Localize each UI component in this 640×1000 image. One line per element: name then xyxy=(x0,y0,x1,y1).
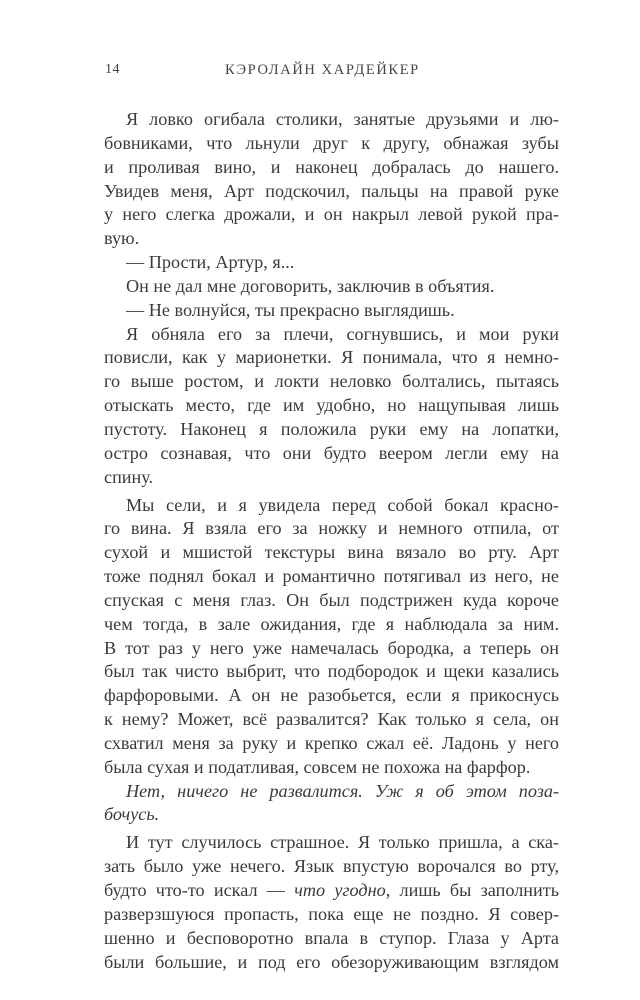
text-line: тоже поднял бокал и романтично потягивал из него, не xyxy=(104,566,559,587)
text-line: — Не волнуйся, ты прекрасно выглядишь. xyxy=(126,299,455,320)
text-line-mixed xyxy=(104,879,559,903)
text-line: Увидев меня, Арт подскочил, пальцы на правой руке xyxy=(104,180,559,201)
text-line: Я обняла его за плечи, согнувшись, и мои руки xyxy=(126,323,559,344)
text-line: фарфоровыми. А он не разобьется, если я прикоснусь xyxy=(104,685,559,706)
text-segment: будто что-то искал — xyxy=(104,880,295,900)
text-line: схватил меня за руку и крепко сжал её. Ладонь у него xyxy=(104,732,559,753)
page-number: 14 xyxy=(105,62,120,77)
italic-text-line: бочусь. xyxy=(104,804,160,825)
text-line: к нему? Может, всё развалится? Как только я села, он xyxy=(104,709,559,730)
text-line: у него слегка дрожали, и он накрыл левой рукой пра- xyxy=(104,204,559,225)
text-line: В тот раз у него уже намечалась бородка, а теперь он xyxy=(104,637,559,658)
text-line: и проливая вино, и наконец добралась до нашего. xyxy=(104,156,559,177)
text-line: разверзшуюся пропасть, пока еще не поздно. Я совер- xyxy=(104,903,559,924)
text-line: спуская с меня глаз. Он был подстрижен куда короче xyxy=(104,589,559,610)
text-line: бовниками, что льнули друг к другу, обнажая зубы xyxy=(104,132,559,153)
text-line: И тут случилось страшное. Я только пришла, а ска- xyxy=(126,832,559,853)
text-line: Мы сели, и я увидела перед собой бокал красно- xyxy=(126,494,559,515)
text-line: го выше ростом, и локти неловко болтались, пытаясь xyxy=(104,371,559,392)
text-line: остро сознавая, что они будто веером легли ему на xyxy=(104,442,559,463)
text-line: го вина. Я взяла его за ножку и немного отпила, от xyxy=(104,518,559,539)
text-line: Я ловко огибала столики, занятые друзьями и лю- xyxy=(126,109,559,129)
text-line: пустоту. Наконец я положила руки ему на лопатки, xyxy=(104,418,559,439)
text-line: были большие, и под его обезоруживающим взглядом xyxy=(104,951,559,972)
text-line: шенно и бесповоротно впала в ступор. Глаза у Арта xyxy=(104,927,559,948)
text-line: зать было уже нечего. Язык впустую ворочался во рту, xyxy=(104,856,559,877)
text-line: чем тогда, в зале ожидания, где я наблюдала за ним. xyxy=(104,613,559,634)
italic-text-segment: что угодно xyxy=(294,880,386,900)
text-line: — Прости, Артур, я... xyxy=(126,252,295,273)
book-title: КЭРОЛАЙН ХАРДЕЙКЕР xyxy=(225,62,420,78)
text-line: повисли, как у марионетки. Я понимала, что я немно- xyxy=(104,347,559,368)
text-line: вую. xyxy=(104,228,140,249)
text-line: был так чисто выбрит, что подбородок и щеки казались xyxy=(104,661,559,682)
running-head xyxy=(105,62,560,82)
text-line: отыскать место, где им удобно, но нащупывая лишь xyxy=(104,395,559,416)
text-line: была сухая и податливая, совсем не похожа на фарфор. xyxy=(104,756,531,777)
text-line: Он не дал мне договорить, заключив в объятия. xyxy=(126,275,495,296)
body-text xyxy=(104,108,559,974)
italic-text-line: Нет, ничего не развалится. Уж я об этом поза- xyxy=(126,780,559,801)
text-line: сухой и мшистой текстуры вина вязало во рту. Арт xyxy=(104,542,559,563)
text-line: спину. xyxy=(104,466,154,487)
text-segment: , лишь бы заполнить xyxy=(385,880,559,900)
